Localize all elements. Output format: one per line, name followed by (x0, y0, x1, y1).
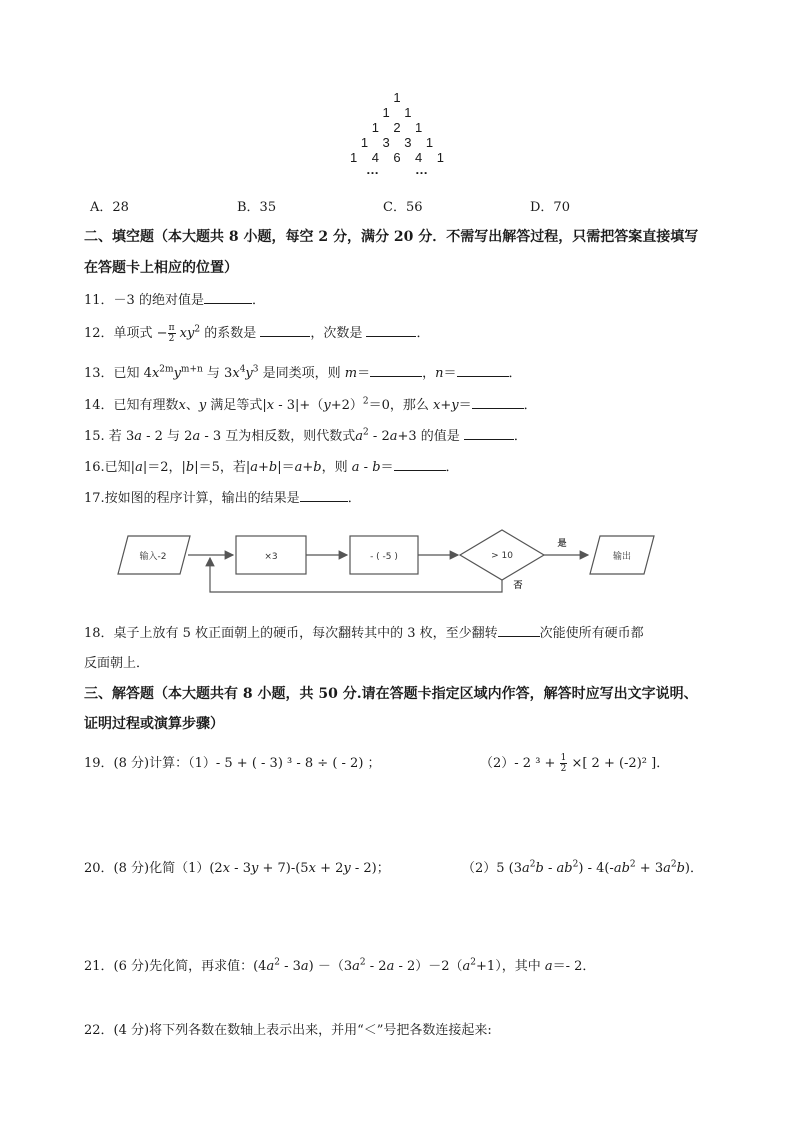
option-d: D．70 (530, 200, 570, 215)
yes-label: 是 (557, 539, 567, 549)
pascal-row: 1 1 (382, 105, 412, 120)
no-label: 否 (513, 581, 523, 591)
subtract-label: - ( -5 ) (370, 552, 398, 562)
question-16: 16.已知|a|＝2，|b|＝5，若|a+b|＝a+b，则 a - b＝ ． (84, 460, 459, 475)
pascal-row: 1 4 6 4 1 (350, 150, 444, 165)
section3-heading-cont: 证明过程或演算步骤） (84, 716, 224, 732)
decision-label: > 10 (491, 551, 513, 561)
answer-blank (457, 364, 509, 377)
answer-blank (472, 396, 524, 409)
section2-heading-cont: 在答题卡上相应的位置） (84, 260, 238, 276)
answer-blank (204, 291, 252, 304)
section3-heading: 三、解答题（本大题共有 8 小题，共 50 分.请在答题卡指定区域内作答，解答时应写出文字说明、 (84, 686, 698, 702)
question-19-part2: （2）- 2 ³ + $\frac{1}{2}$ ×[ 2 + (-2)² ]． (480, 753, 670, 774)
option-b: B．35 (237, 200, 277, 215)
program-flowchart (110, 528, 670, 608)
answer-blank (366, 324, 416, 337)
question-19-part1: 19．(8 分)计算：（1）- 5 + ( - 3) ³ - 8 ÷ ( - 2) ； (84, 756, 381, 771)
pascal-row: 1 (393, 90, 401, 105)
question-11: 11．－3 的绝对值是 ． (84, 293, 265, 308)
multiply-label: ×3 (264, 552, 278, 562)
answer-blank (260, 324, 310, 337)
question-21: 21．(6 分)先化简，再求值：$(4a^2 - 3a) -(3a^2 - 2a - 2)-2(a^2+1)$，其中 a＝- 2． (84, 957, 596, 974)
answer-blank (370, 364, 422, 377)
answer-blank (300, 489, 348, 502)
answer-blank (394, 458, 446, 471)
question-20-part2: （2）5 $(3a^2b - ab^2) - 4(-ab^2 + 3a^2b)$． (462, 859, 703, 876)
question-14: 14．已知有理数x、y 满足等式$|x - 3|+(y+2)^2=0$，那么 x+y＝ ． (84, 396, 537, 413)
option-a: A．28 (90, 200, 129, 215)
question-20-part1: 20．(8 分)化简（1）(2x - 3y + 7)-(5x + 2y - 2)； (84, 861, 390, 876)
question-18: 18．桌子上放有 5 枚正面朝上的硬币，每次翻转其中的 3 枚，至少翻转 次能使所有硬币都 (84, 626, 644, 641)
output-label: 输出 (612, 552, 632, 562)
pascal-row-ellipsis: … … (365, 162, 429, 177)
question-13: 13．已知 $4x^{2m}y^{m+n}$ 与 $3x^4y^3$ 是同类项，则 m＝ ，n＝ ． (84, 364, 522, 381)
fraction: $\frac{1}{2}$ (560, 753, 567, 774)
answer-blank (498, 624, 540, 637)
section2-heading: 二、填空题（本大题共 8 小题，每空 2 分，满分 20 分．不需写出解答过程，只需把答案直接填写 (84, 229, 699, 245)
pascal-row: 1 2 1 (371, 120, 423, 135)
input-label: 输入-2 (139, 552, 167, 562)
question-17: 17.按如图的程序计算，输出的结果是 ． (84, 491, 361, 506)
fraction: $\frac{\pi}{2}$ (168, 323, 175, 344)
pascal-row: 1 3 3 1 (360, 135, 434, 150)
option-c: C．56 (383, 200, 423, 215)
question-22: 22．(4 分)将下列各数在数轴上表示出来，并用“＜”号把各数连接起来: (84, 1023, 492, 1038)
answer-blank (464, 427, 514, 440)
question-12: 12．单项式 − $\frac{\pi}{2}$ $xy^2$ 的系数是 ，次数是 ． (84, 323, 430, 344)
question-18-cont: 反面朝上． (84, 656, 150, 671)
question-15: 15. 若 3a - 2 与 2a - 3 互为相反数，则代数式$a^2 - 2a+3$ 的值是 ． (84, 427, 527, 444)
